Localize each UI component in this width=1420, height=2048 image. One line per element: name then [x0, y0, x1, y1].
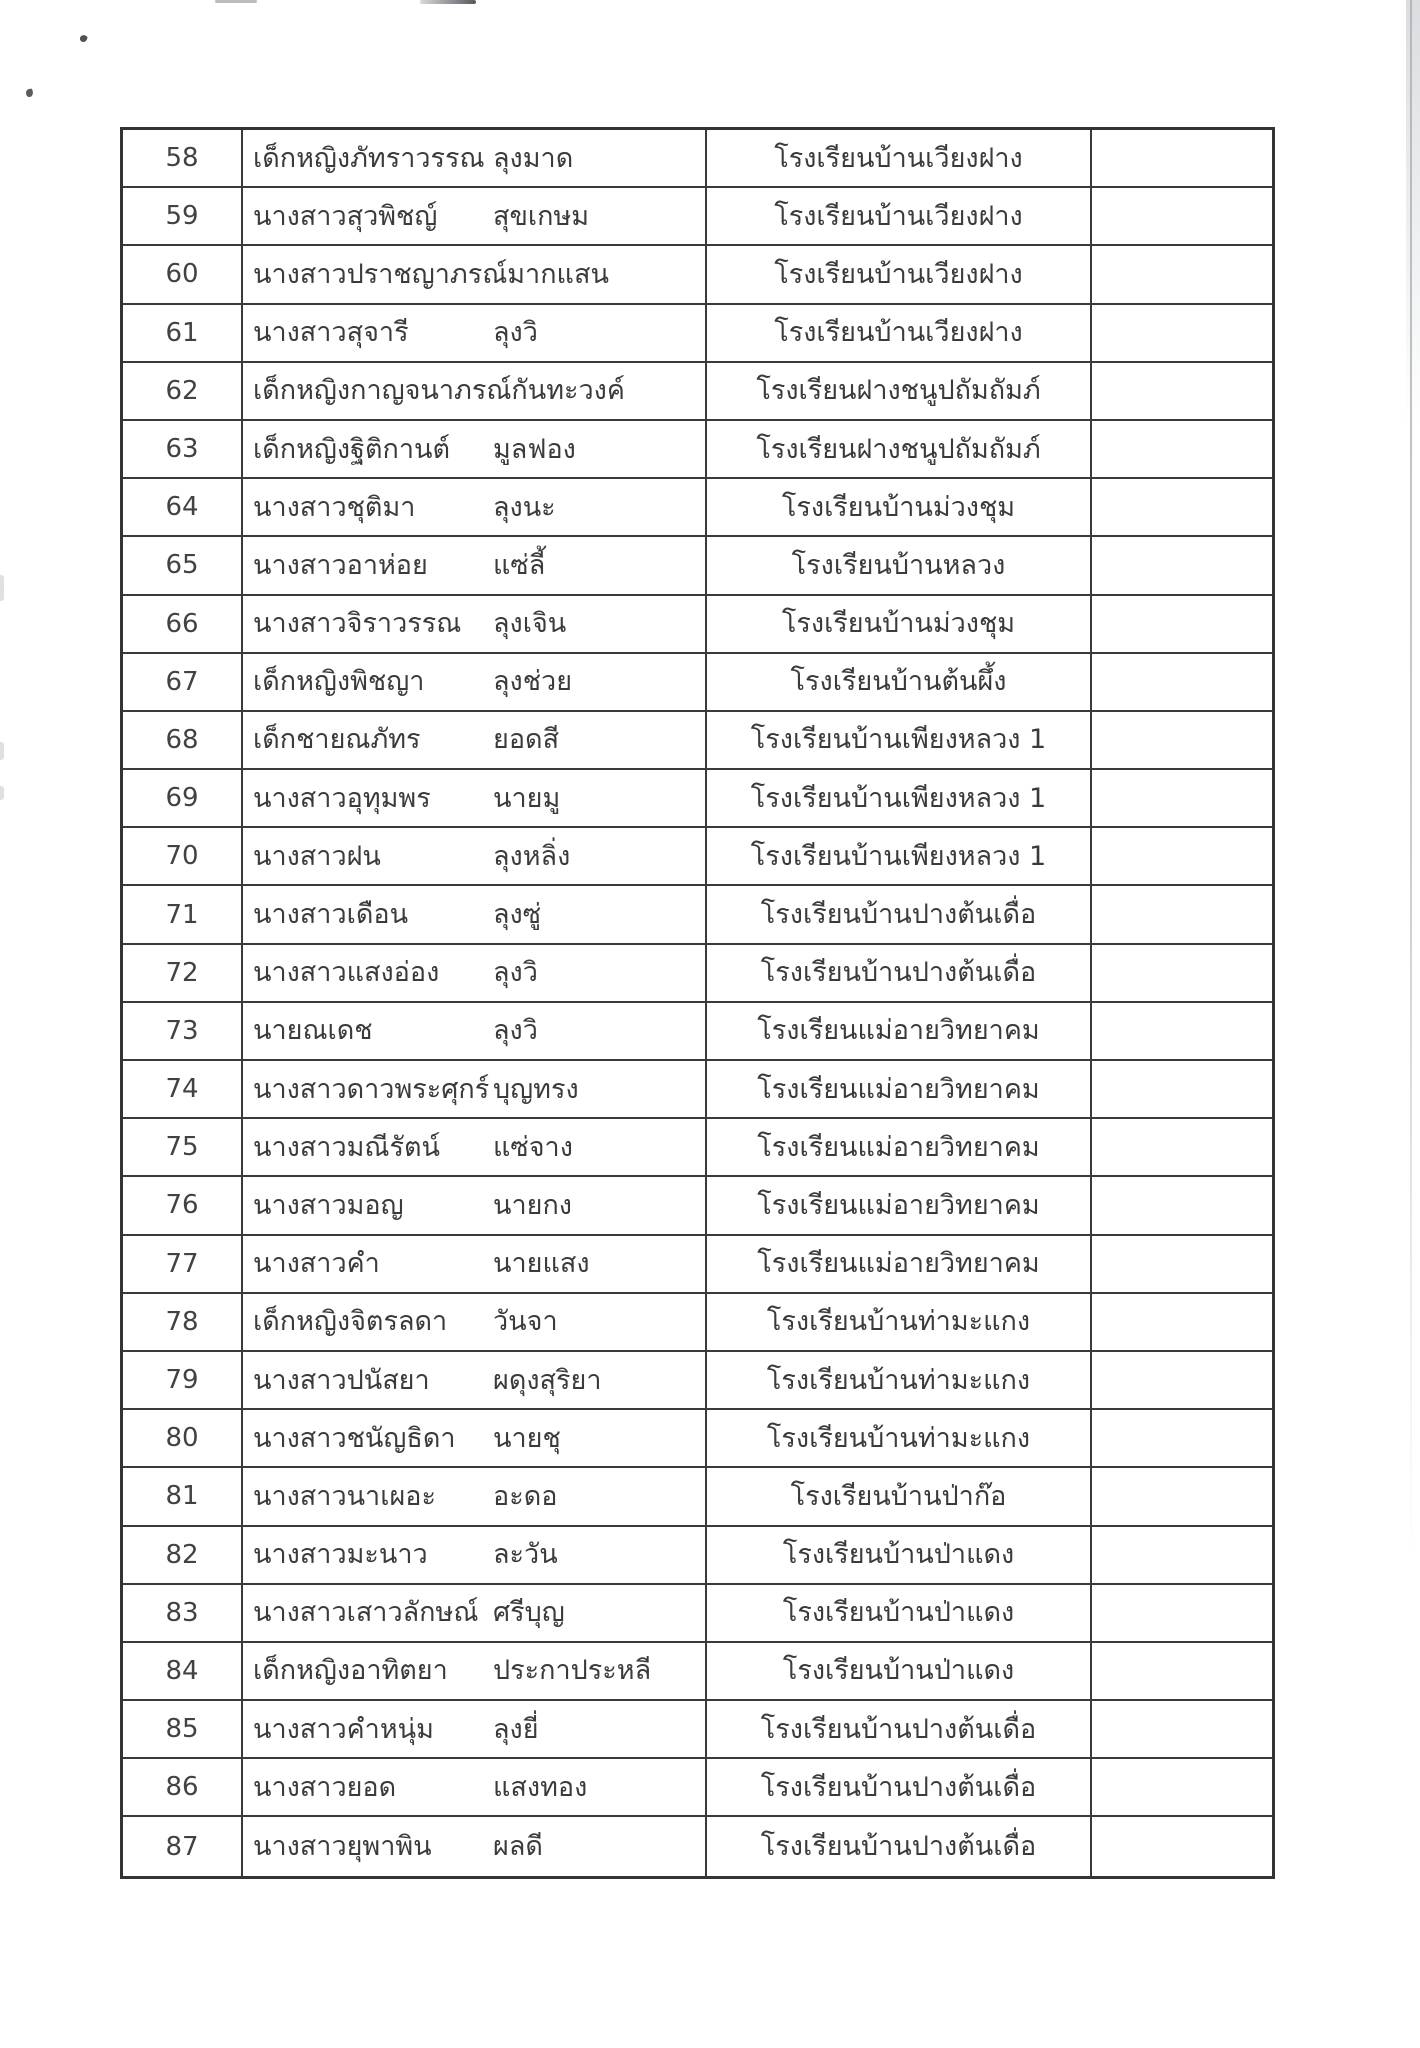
table-row — [123, 1003, 1272, 1061]
school-name-cell: โรงเรียนบ้านท่ามะแกง — [707, 1352, 1092, 1408]
scan-artifact-top-dash — [420, 0, 476, 4]
table-row — [123, 1759, 1272, 1817]
student-given-name: นางสาวยอด — [253, 1771, 397, 1803]
student-name-cell — [243, 537, 707, 593]
school-name-cell: โรงเรียนบ้านเวียงฝาง — [707, 188, 1092, 244]
student-name-cell — [243, 188, 707, 244]
empty-note-cell — [1092, 537, 1272, 593]
student-name-cell — [243, 654, 707, 710]
row-number-cell: 61 — [123, 305, 243, 361]
student-given-name: นายณเดช — [253, 1015, 373, 1047]
student-surname: ผดุงสุริยา — [493, 1364, 602, 1396]
table-row — [123, 1177, 1272, 1235]
row-number-cell: 85 — [123, 1701, 243, 1757]
row-number-cell: 70 — [123, 828, 243, 884]
student-given-name: นางสาวฝน — [253, 840, 381, 872]
school-name-cell: โรงเรียนบ้านเพียงหลวง 1 — [707, 712, 1092, 768]
table-row — [123, 305, 1272, 363]
table-row — [123, 654, 1272, 712]
scan-artifact-left-smudge — [0, 742, 4, 760]
row-number-cell: 71 — [123, 886, 243, 942]
school-name-cell: โรงเรียนบ้านปางต้นเดื่อ — [707, 1701, 1092, 1757]
table-row — [123, 537, 1272, 595]
table-row — [123, 886, 1272, 944]
scan-artifact-speck — [79, 34, 88, 43]
row-number-cell: 77 — [123, 1236, 243, 1292]
empty-note-cell — [1092, 1585, 1272, 1641]
row-number-cell: 74 — [123, 1061, 243, 1117]
student-given-name: นางสาวเดือน — [253, 899, 409, 931]
student-surname: นายชุ — [493, 1422, 561, 1454]
scan-artifact-speck — [25, 88, 34, 97]
row-number-cell: 66 — [123, 596, 243, 652]
student-given-name: นางสาวเสาวลักษณ์ — [253, 1597, 479, 1629]
scan-artifact-left-smudge — [0, 575, 4, 601]
student-given-name: นางสาวคำหนุ่ม — [253, 1713, 434, 1745]
empty-note-cell — [1092, 712, 1272, 768]
student-name-cell — [243, 596, 707, 652]
row-number-cell: 81 — [123, 1468, 243, 1524]
row-number-cell: 75 — [123, 1119, 243, 1175]
empty-note-cell — [1092, 1352, 1272, 1408]
table-row — [123, 1468, 1272, 1526]
student-name-cell — [243, 1468, 707, 1524]
student-name-cell — [243, 1701, 707, 1757]
student-surname: มากแสน — [507, 258, 609, 290]
student-name-cell — [243, 828, 707, 884]
school-name-cell: โรงเรียนบ้านท่ามะแกง — [707, 1294, 1092, 1350]
student-given-name: เด็กหญิงภัทราวรรณ — [253, 142, 485, 174]
table-row — [123, 1294, 1272, 1352]
empty-note-cell — [1092, 1061, 1272, 1117]
student-surname: แซ่ลี้ — [493, 549, 546, 581]
student-given-name: เด็กหญิงพิชญา — [253, 666, 425, 698]
student-name-cell — [243, 305, 707, 361]
school-name-cell: โรงเรียนแม่อายวิทยาคม — [707, 1119, 1092, 1175]
student-name-cell — [243, 1410, 707, 1466]
school-name-cell: โรงเรียนบ้านป่าก๊อ — [707, 1468, 1092, 1524]
student-surname: ลุงวิ — [493, 317, 538, 349]
student-given-name: นางสาวอาห่อย — [253, 549, 428, 581]
student-given-name: นางสาวมอญ — [253, 1189, 404, 1221]
school-name-cell: โรงเรียนบ้านท่ามะแกง — [707, 1410, 1092, 1466]
row-number-cell: 79 — [123, 1352, 243, 1408]
row-number-cell: 76 — [123, 1177, 243, 1233]
school-name-cell: โรงเรียนบ้านเพียงหลวง 1 — [707, 828, 1092, 884]
student-given-name: นางสาวชุติมา — [253, 491, 416, 523]
table-row — [123, 596, 1272, 654]
school-name-cell: โรงเรียนบ้านเพียงหลวง 1 — [707, 770, 1092, 826]
student-given-name: นางสาวมะนาว — [253, 1539, 428, 1571]
student-given-name: นางสาวมณีรัตน์ — [253, 1131, 440, 1163]
school-name-cell: โรงเรียนบ้านม่วงชุม — [707, 596, 1092, 652]
table-row — [123, 188, 1272, 246]
table-row — [123, 770, 1272, 828]
student-given-name: เด็กหญิงกาญจนาภรณ์ — [253, 375, 512, 407]
student-surname: ลุงวิ — [493, 957, 538, 989]
student-surname: กันทะวงค์ — [511, 375, 625, 407]
empty-note-cell — [1092, 1177, 1272, 1233]
school-name-cell: โรงเรียนบ้านเวียงฝาง — [707, 305, 1092, 361]
empty-note-cell — [1092, 421, 1272, 477]
table-row — [123, 1527, 1272, 1585]
table-row — [123, 712, 1272, 770]
student-name-cell — [243, 712, 707, 768]
student-surname: ลุงวิ — [493, 1015, 538, 1047]
student-surname: ลุงนะ — [493, 491, 556, 523]
table-row — [123, 828, 1272, 886]
row-number-cell: 84 — [123, 1643, 243, 1699]
empty-note-cell — [1092, 1468, 1272, 1524]
row-number-cell: 86 — [123, 1759, 243, 1815]
student-surname: อะดอ — [493, 1480, 558, 1512]
student-surname: นายมู — [493, 782, 561, 814]
empty-note-cell — [1092, 1527, 1272, 1583]
student-surname: ประกาประหลี — [493, 1655, 652, 1687]
school-name-cell: โรงเรียนแม่อายวิทยาคม — [707, 1177, 1092, 1233]
empty-note-cell — [1092, 1236, 1272, 1292]
student-given-name: นางสาวดาวพระศุกร์ — [253, 1073, 490, 1105]
school-name-cell: โรงเรียนฝางชนูปถัมถัมภ์ — [707, 421, 1092, 477]
table-row — [123, 1236, 1272, 1294]
empty-note-cell — [1092, 1003, 1272, 1059]
table-row — [123, 945, 1272, 1003]
student-surname: แซ่จาง — [493, 1131, 573, 1163]
school-name-cell: โรงเรียนบ้านเวียงฝาง — [707, 130, 1092, 186]
empty-note-cell — [1092, 596, 1272, 652]
student-given-name: นางสาวปราชญาภรณ์ — [253, 258, 508, 290]
empty-note-cell — [1092, 1294, 1272, 1350]
row-number-cell: 87 — [123, 1817, 243, 1875]
row-number-cell: 68 — [123, 712, 243, 768]
table-row — [123, 1701, 1272, 1759]
student-name-cell — [243, 1352, 707, 1408]
student-given-name: เด็กหญิงฐิติกานต์ — [253, 433, 451, 465]
school-name-cell: โรงเรียนบ้านป่าแดง — [707, 1527, 1092, 1583]
table-row — [123, 246, 1272, 304]
student-given-name: เด็กหญิงจิตรลดา — [253, 1306, 448, 1338]
table-row — [123, 1410, 1272, 1468]
row-number-cell: 58 — [123, 130, 243, 186]
student-given-name: นางสาวสุจารี — [253, 317, 409, 349]
student-given-name: เด็กชายณภัทร — [253, 724, 421, 756]
student-roster-table — [120, 127, 1275, 1879]
student-name-cell — [243, 1236, 707, 1292]
student-surname: วันจา — [493, 1306, 558, 1338]
student-surname: ลุงเจิน — [493, 608, 567, 640]
student-surname: สุขเกษม — [493, 200, 590, 232]
student-name-cell — [243, 479, 707, 535]
table-row — [123, 421, 1272, 479]
school-name-cell: โรงเรียนบ้านต้นผึ้ง — [707, 654, 1092, 710]
scan-artifact-top-dash — [215, 0, 257, 3]
table-row — [123, 1585, 1272, 1643]
table-row — [123, 1119, 1272, 1177]
student-surname: มูลฟอง — [493, 433, 576, 465]
student-given-name: นางสาวนาเผอะ — [253, 1480, 436, 1512]
school-name-cell: โรงเรียนบ้านปางต้นเดื่อ — [707, 945, 1092, 1001]
student-name-cell — [243, 1817, 707, 1875]
row-number-cell: 63 — [123, 421, 243, 477]
row-number-cell: 64 — [123, 479, 243, 535]
empty-note-cell — [1092, 246, 1272, 302]
scan-artifact-page-edge-shadow — [1406, 0, 1420, 430]
student-surname: ผลดี — [493, 1831, 543, 1863]
table-row — [123, 130, 1272, 188]
student-given-name: เด็กหญิงอาทิตยา — [253, 1655, 448, 1687]
empty-note-cell — [1092, 1817, 1272, 1875]
student-surname: ลุงซู่ — [493, 899, 542, 931]
student-name-cell — [243, 1643, 707, 1699]
student-name-cell — [243, 945, 707, 1001]
student-surname: นายแสง — [493, 1248, 590, 1280]
table-row — [123, 363, 1272, 421]
student-name-cell — [243, 1119, 707, 1175]
table-row — [123, 1352, 1272, 1410]
empty-note-cell — [1092, 1701, 1272, 1757]
student-name-cell — [243, 363, 707, 419]
row-number-cell: 82 — [123, 1527, 243, 1583]
school-name-cell: โรงเรียนบ้านม่วงชุม — [707, 479, 1092, 535]
empty-note-cell — [1092, 130, 1272, 186]
row-number-cell: 59 — [123, 188, 243, 244]
student-surname: แสงทอง — [493, 1771, 588, 1803]
student-name-cell — [243, 1527, 707, 1583]
table-row — [123, 479, 1272, 537]
empty-note-cell — [1092, 363, 1272, 419]
student-surname: ศรีบุญ — [493, 1597, 565, 1629]
school-name-cell: โรงเรียนแม่อายวิทยาคม — [707, 1236, 1092, 1292]
school-name-cell: โรงเรียนบ้านป่าแดง — [707, 1643, 1092, 1699]
empty-note-cell — [1092, 770, 1272, 826]
student-surname: ลุงมาด — [493, 142, 574, 174]
table-row — [123, 1817, 1272, 1875]
school-name-cell: โรงเรียนบ้านป่าแดง — [707, 1585, 1092, 1641]
scan-artifact-page-edge-line — [1410, 0, 1412, 1560]
scan-artifact-left-smudge — [0, 786, 4, 800]
table-row — [123, 1643, 1272, 1701]
school-name-cell: โรงเรียนแม่อายวิทยาคม — [707, 1003, 1092, 1059]
student-given-name: นางสาวแสงอ่อง — [253, 957, 440, 989]
empty-note-cell — [1092, 305, 1272, 361]
empty-note-cell — [1092, 828, 1272, 884]
row-number-cell: 69 — [123, 770, 243, 826]
row-number-cell: 60 — [123, 246, 243, 302]
row-number-cell: 62 — [123, 363, 243, 419]
student-surname: ยอดสี — [493, 724, 560, 756]
student-surname: ลุงหลิ่ง — [493, 840, 571, 872]
student-surname: ลุงยี่ — [493, 1713, 539, 1745]
student-given-name: นางสาวคำ — [253, 1248, 380, 1280]
student-surname: นายกง — [493, 1189, 572, 1221]
empty-note-cell — [1092, 188, 1272, 244]
empty-note-cell — [1092, 1759, 1272, 1815]
school-name-cell: โรงเรียนบ้านหลวง — [707, 537, 1092, 593]
row-number-cell: 65 — [123, 537, 243, 593]
row-number-cell: 72 — [123, 945, 243, 1001]
student-name-cell — [243, 1294, 707, 1350]
student-name-cell — [243, 246, 707, 302]
student-name-cell — [243, 1003, 707, 1059]
student-surname: บุญทรง — [493, 1073, 579, 1105]
school-name-cell: โรงเรียนบ้านเวียงฝาง — [707, 246, 1092, 302]
row-number-cell: 78 — [123, 1294, 243, 1350]
row-number-cell: 73 — [123, 1003, 243, 1059]
student-name-cell — [243, 1061, 707, 1117]
school-name-cell: โรงเรียนบ้านปางต้นเดื่อ — [707, 1817, 1092, 1875]
empty-note-cell — [1092, 479, 1272, 535]
student-given-name: นางสาวชนัญธิดา — [253, 1422, 456, 1454]
table-row — [123, 1061, 1272, 1119]
student-name-cell — [243, 1759, 707, 1815]
empty-note-cell — [1092, 1410, 1272, 1466]
student-given-name: นางสาวปนัสยา — [253, 1364, 430, 1396]
student-surname: ละวัน — [493, 1539, 558, 1571]
student-surname: ลุงช่วย — [493, 666, 573, 698]
school-name-cell: โรงเรียนบ้านปางต้นเดื่อ — [707, 886, 1092, 942]
school-name-cell: โรงเรียนบ้านปางต้นเดื่อ — [707, 1759, 1092, 1815]
student-given-name: นางสาวอุทุมพร — [253, 782, 431, 814]
student-given-name: นางสาวจิราวรรณ — [253, 608, 462, 640]
student-name-cell — [243, 1585, 707, 1641]
school-name-cell: โรงเรียนฝางชนูปถัมถัมภ์ — [707, 363, 1092, 419]
student-given-name: นางสาวยุพาพิน — [253, 1831, 432, 1863]
row-number-cell: 80 — [123, 1410, 243, 1466]
student-given-name: นางสาวสุวพิชญ์ — [253, 200, 438, 232]
student-name-cell — [243, 770, 707, 826]
student-name-cell — [243, 421, 707, 477]
row-number-cell: 83 — [123, 1585, 243, 1641]
empty-note-cell — [1092, 1119, 1272, 1175]
empty-note-cell — [1092, 945, 1272, 1001]
row-number-cell: 67 — [123, 654, 243, 710]
student-name-cell — [243, 1177, 707, 1233]
empty-note-cell — [1092, 654, 1272, 710]
student-name-cell — [243, 886, 707, 942]
empty-note-cell — [1092, 886, 1272, 942]
empty-note-cell — [1092, 1643, 1272, 1699]
student-name-cell — [243, 130, 707, 186]
school-name-cell: โรงเรียนแม่อายวิทยาคม — [707, 1061, 1092, 1117]
